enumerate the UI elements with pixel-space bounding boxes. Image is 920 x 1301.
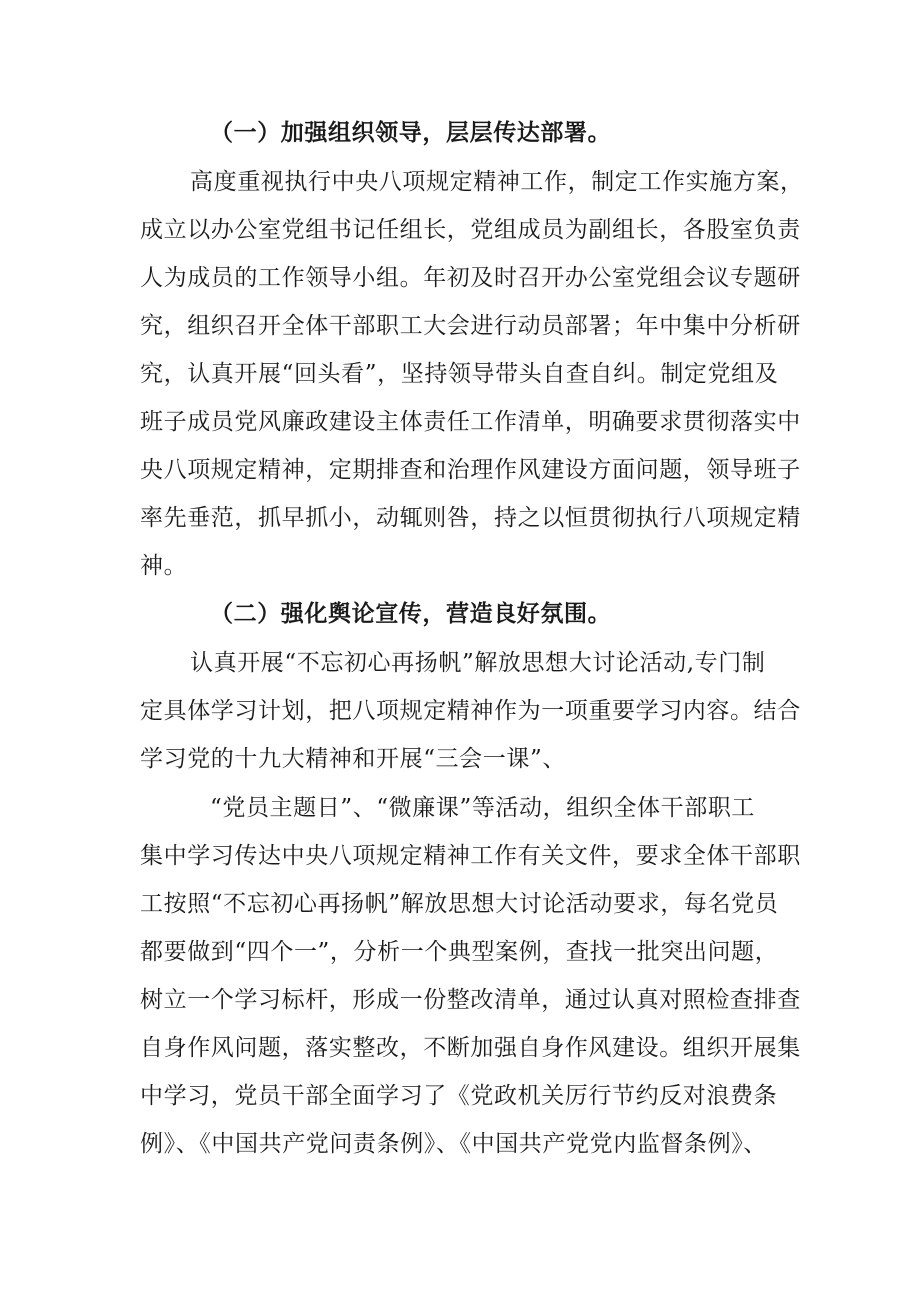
section-2-line: 认真开展“不忘初心再扬帆”解放思想大讨论活动,专门制 <box>190 650 766 676</box>
section-1-line: 央八项规定精神，定期排查和治理作风建设方面问题，领导班子 <box>140 457 801 483</box>
section-2-heading: （二）强化舆论宣传，营造良好氛围。 <box>210 600 612 627</box>
section-1-line: 班子成员党风廉政建设主体责任工作清单，明确要求贯彻落实中 <box>140 409 801 435</box>
section-1-line: 高度重视执行中央八项规定精神工作，制定工作实施方案， <box>190 169 804 195</box>
section-2-line: 集中学习传达中央八项规定精神工作有关文件，要求全体干部职 <box>140 843 801 869</box>
section-1-line: 究，组织召开全体干部职工大会进行动员部署；年中集中分析研 <box>140 313 801 339</box>
section-2-line: 中学习，党员干部全面学习了《党政机关厉行节约反对浪费条 <box>140 1083 778 1109</box>
section-2-line: 树立一个学习标杆，形成一份整改清单，通过认真对照检查排查 <box>140 987 801 1013</box>
section-2-line: 学习党的十九大精神和开展“三会一课”、 <box>140 746 566 772</box>
section-1-line: 成立以办公室党组书记任组长，党组成员为副组长，各股室负责 <box>140 217 801 243</box>
section-2-line: 工按照“不忘初心再扬帆”解放思想大讨论活动要求，每名党员 <box>140 891 779 917</box>
section-2-line: “党员主题日”、“微廉课”等活动，组织全体干部职工 <box>210 795 756 821</box>
section-2-line: 例》、《中国共产党问责条例》、《中国共产党党内监督条例》、 <box>140 1131 767 1157</box>
section-2-line: 自身作风问题，落实整改，不断加强自身作风建设。组织开展集 <box>140 1035 801 1061</box>
section-2-line: 定具体学习计划，把八项规定精神作为一项重要学习内容。结合 <box>140 698 801 724</box>
section-1-heading: （一）加强组织领导，层层传达部署。 <box>210 119 612 146</box>
section-1-line: 究，认真开展“回头看”，坚持领导带头自查自纠。制定党组及 <box>140 361 779 387</box>
section-1-line: 率先垂范，抓早抓小，动辄则咎，持之以恒贯彻执行八项规定精 <box>140 505 801 531</box>
section-1-line: 人为成员的工作领导小组。年初及时召开办公室党组会议专题研 <box>140 265 801 291</box>
section-1-line: 神。 <box>140 553 188 579</box>
section-2-line: 都要做到“四个一”，分析一个典型案例，查找一批突出问题， <box>140 939 779 965</box>
